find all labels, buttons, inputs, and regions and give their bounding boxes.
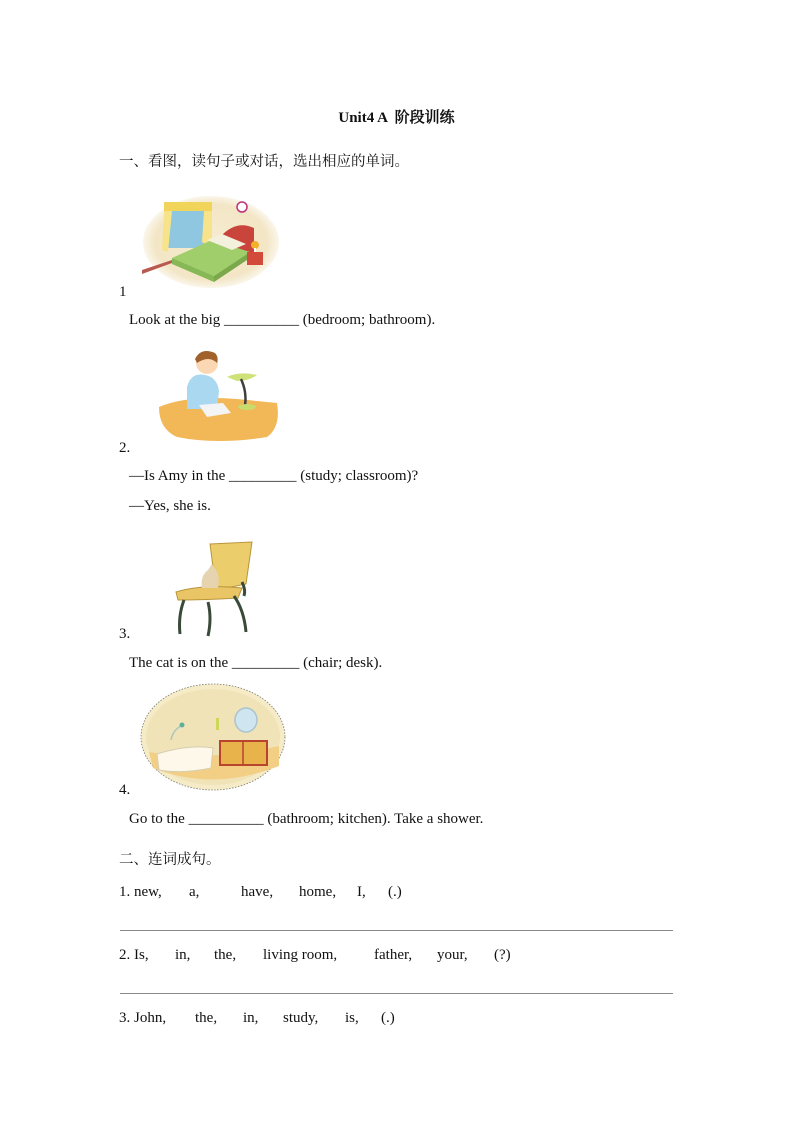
word: father, bbox=[374, 947, 413, 963]
word: (?) bbox=[494, 947, 511, 963]
word: a, bbox=[189, 884, 200, 900]
word: is, bbox=[345, 1010, 359, 1026]
word: 2. Is, bbox=[119, 947, 149, 963]
word: your, bbox=[437, 947, 468, 963]
bathroom-picture bbox=[139, 682, 287, 792]
word: I, bbox=[357, 884, 366, 900]
word: (.) bbox=[388, 884, 402, 900]
page-title bbox=[0, 106, 793, 127]
item-number: 2. bbox=[119, 440, 131, 456]
word-list-3 bbox=[119, 1010, 395, 1027]
word-list-1 bbox=[119, 884, 402, 901]
word: living room, bbox=[263, 947, 338, 963]
word: have, bbox=[241, 884, 274, 900]
word: 1. new, bbox=[119, 884, 162, 900]
question-sentence: Go to the __________ (bathroom; kitchen). Take a shower. bbox=[129, 811, 484, 827]
question-sentence: Look at the big __________ (bedroom; bathroom). bbox=[129, 312, 436, 328]
word-list-2 bbox=[119, 947, 511, 964]
word: (.) bbox=[381, 1010, 395, 1026]
bedroom-picture bbox=[142, 190, 280, 290]
word: the, bbox=[195, 1010, 218, 1026]
word: in, bbox=[243, 1010, 259, 1026]
title-chinese: 阶段训练 bbox=[394, 108, 455, 126]
item-number: 4. bbox=[119, 782, 131, 798]
word: study, bbox=[283, 1010, 319, 1026]
answer-sentence: —Yes, she is. bbox=[129, 498, 211, 514]
section-2-heading: 二、连词成句。 bbox=[119, 852, 221, 868]
word: in, bbox=[175, 947, 191, 963]
question-sentence: The cat is on the _________ (chair; desk). bbox=[129, 655, 383, 671]
question-sentence: —Is Amy in the _________ (study; classroom)? bbox=[129, 468, 419, 484]
word: home, bbox=[299, 884, 337, 900]
item-number: 1 bbox=[119, 284, 127, 300]
section-1-heading: 一、看图，读句子或对话，选出相应的单词。 bbox=[119, 154, 409, 170]
word: the, bbox=[214, 947, 237, 963]
answer-line-2[interactable] bbox=[120, 993, 673, 994]
answer-line-1[interactable] bbox=[120, 930, 673, 931]
item-number: 3. bbox=[119, 626, 131, 642]
word: 3. John, bbox=[119, 1010, 167, 1026]
boy-studying-picture bbox=[157, 347, 279, 442]
cat-on-chair-picture bbox=[172, 540, 257, 638]
title-english: Unit4 A bbox=[338, 110, 388, 126]
